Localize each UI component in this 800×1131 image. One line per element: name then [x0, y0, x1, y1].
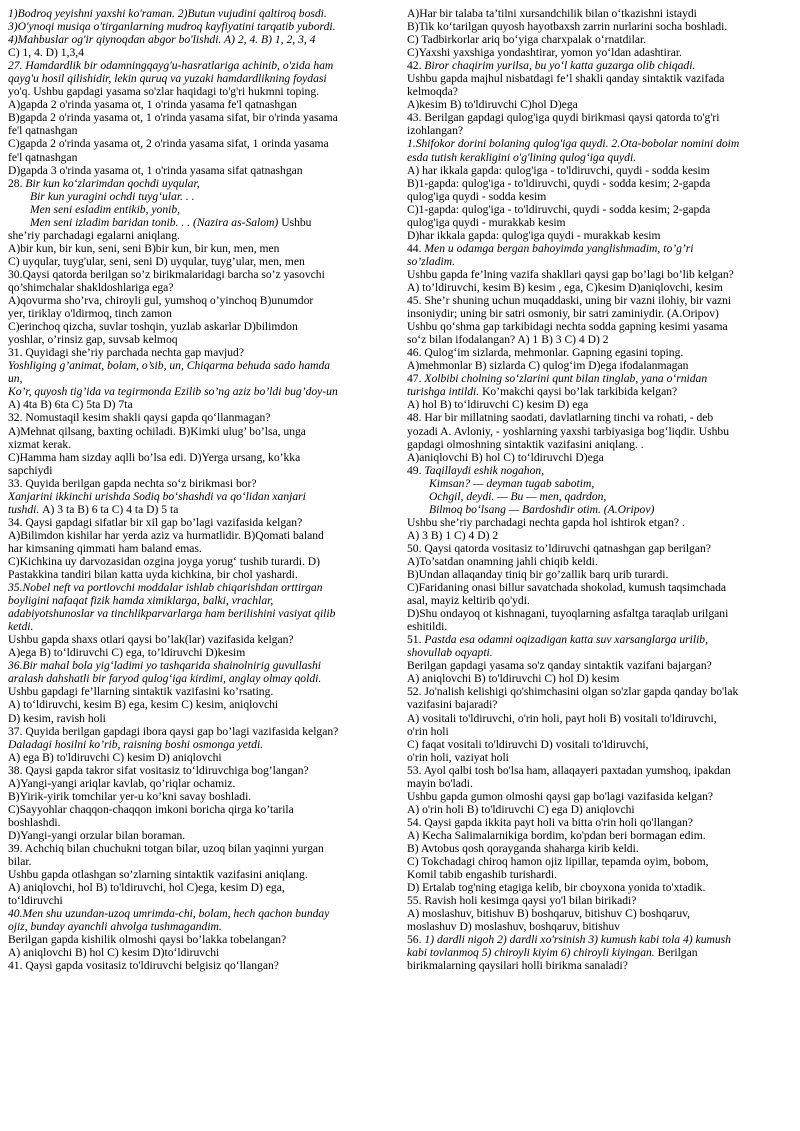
text-line: Xanjarini ikkinchi urishda Sodiq bo‘shashdi va qo‘lidan xanjari: [8, 489, 306, 503]
text-line: fe'l qatnashgan: [8, 150, 78, 164]
text-line: C)Kichkina uy darvozasidan ozgina joyga yorug‘ tushib turardi. D): [8, 554, 320, 568]
text-line: B)Undan allaqanday tiniq bir go’zallik barq urib turardi.: [407, 568, 669, 582]
text-line: C) faqat vositali to'ldiruvchi D) vositali to'ldiruvchi,: [407, 737, 649, 751]
text-line: Bilmoq bo‘lsang — Bardoshdir otim. (A.Oripov): [429, 502, 655, 516]
text-line: A)gapda 2 o'rinda yasama ot, 1 o'rinda yasama fe'l qatnashgan: [8, 98, 297, 112]
text-line: 27. Hamdardlik bir odamningqayg'u-hasratlariga achinib, o'zida ham: [8, 59, 334, 73]
text-line: boshlashdi.: [8, 815, 61, 829]
text-line: 54. Qaysi gapda ikkita payt holi va bitta o'rin holi qo'llangan?: [407, 815, 693, 829]
text-line: bilar.: [8, 855, 32, 869]
text-line: 36.Bir mahal bola yig‘ladimi yo tashqarida shainolnirig guvullashi: [8, 659, 322, 673]
text-line: qulog'iga quydi - murakkab kesim: [407, 215, 566, 229]
text-line: Berilgan gapdagi yasama so'z qanday sintaktik vazifani bajargan?: [407, 659, 712, 673]
text-line: o'rin holi: [407, 724, 449, 738]
text-line: 31. Quyidagi she’riy parchada nechta gap mavjud?: [8, 346, 244, 360]
text-line: A) aniqlovchi B) hol C) kesim D)to‘ldiruvchi: [8, 946, 220, 960]
text-line: o'rin holi, vaziyat holi: [407, 750, 509, 764]
text-line: C)Yaxshi yaxshiga yondashtirar, yomon yo‘ldan adashtirar.: [407, 46, 682, 60]
text-line: ketdi.: [8, 620, 34, 634]
left-column: [8, 7, 384, 972]
text-line: aralash dahshatli bir faryod qulog‘iga kirdimi, anglay olmay qoldi.: [8, 672, 322, 686]
text-line: 38. Qaysi gapda takror sifat vositasiz to‘ldiruvchiga bog’langan?: [8, 763, 309, 777]
text-line: boyligini nafaqat fizik hamda ximiklarga, balki, vrachlar,: [8, 594, 274, 608]
text-line: 48. Har bir millatning saodati, davlatlarning tinchi va rohati, - deb: [407, 411, 714, 425]
text-line: yoshlar, o’rinsiz gap, suvsab kelmoq: [8, 333, 178, 347]
text-line: har kimsaning qimmati ham baland emas.: [8, 541, 202, 555]
text-line: Pastakkina tandiri bilan katta uyda kichkina, bir chol yashardi.: [8, 568, 298, 582]
text-line: A) aniqlovchi, hol B) to'ldiruvchi, hol C)ega, kesim D) ega,: [8, 881, 285, 895]
text-line: 46. Qulog‘im sizlarda, mehmonlar. Gapning egasini toping.: [407, 346, 684, 360]
text-line: A) 4ta B) 6ta C) 5ta D) 7ta: [8, 398, 133, 412]
text-line: Yoshliging g’animat, bolam, o’sib, un, Chiqarma behuda sado hamda: [8, 359, 331, 373]
text-line: yozadi A. Avloniy, - yoshlarning yaxshi tarbiyasiga bog‘liqdir. Ushbu: [407, 424, 730, 438]
text-line: 32. Nomustaqil kesim shakli qaysi gapda qo‘llanmagan?: [8, 411, 271, 425]
text-line: A)Bilimdon kishilar har yerda aziz va hurmatlidir. B)Qomati baland: [8, 528, 324, 542]
text-line: sapchiydi: [8, 463, 53, 477]
text-line: tushdi. A) 3 ta B) 6 ta C) 4 ta D) 5 ta: [8, 502, 179, 516]
text-line: shovullab oqyapti.: [407, 646, 493, 660]
text-line: Ushbu she’riy parchadagi nechta gapda hol ishtirok etgan? .: [407, 515, 685, 529]
text-line: asal, mayiz keltirib qo'ydi.: [407, 594, 530, 608]
text-line: A) vositali to'ldiruvchi, o'rin holi, payt holi B) vositali to'ldiruvchi,: [407, 711, 717, 725]
text-line: C)gapda 2 o'rinda yasama ot, 2 o'rinda yasama sifat, 1 orinda yasama: [8, 137, 329, 151]
text-line: qulog'iga quydi - sodda kesim: [407, 189, 547, 203]
text-line: so’zladim.: [407, 254, 455, 268]
text-line: D) Ertalab tog'ning etagiga kelib, bir cboyxona yonida to'xtadik.: [407, 881, 706, 895]
text-line: kelmoqda?: [407, 85, 458, 99]
text-line: Kimsan? — deyman tugab sabotim,: [429, 476, 595, 490]
text-line: 53. Ayol qalbi tosh bo'lsa ham, allaqayeri paxtadan yumshoq, ipakdan: [407, 763, 731, 777]
text-line: C) Tadbirkorlar ariq bo‘yiga charxpalak o‘rnatdilar.: [407, 33, 647, 47]
text-line: 51. Pastda esa odamni oqizadigan katta suv xarsanglarga urilib,: [407, 633, 709, 647]
text-line: Ushbu gapda fe’lning vazifa shakllari qaysi gap bo’lagi bo’lib kelgan?: [407, 267, 734, 281]
text-line: A) to’ldiruvchi, kesim B) kesim , ega, C)kesim D)aniqlovchi, kesim: [407, 280, 723, 294]
text-line: Komil tabib engashib turishardi.: [407, 868, 558, 882]
text-line: A) 3 B) 1 C) 4 D) 2: [407, 528, 499, 542]
text-line: 39. Achchiq bilan chuchukni totgan bilar, uzoq bilan yaqinni yurgan: [8, 842, 324, 855]
text-line: 28. Bir kun ko‘zlarimdan qochdi uyqular,: [8, 176, 200, 190]
text-line: insoniydir; uning bir satri osmoniy, bir satri zaminiydir. (A.Oripov): [407, 307, 719, 321]
text-line: Men seni izladim baridan tonib. . . (Nazira as-Salom) Ushbu: [30, 215, 312, 229]
text-line: 50. Qaysi qatorda vositasiz to’ldiruvchi qatnashgan gap berilgan?: [407, 541, 711, 555]
text-line: A)Har bir talaba ta’tilni xursandchilik bilan o‘tkazishni istaydi: [407, 7, 697, 20]
text-line: gapdagi olmoshning sintaktik vazifasini aniqlang. .: [407, 437, 644, 451]
text-line: Men seni esladim entikib, yonib,: [30, 202, 181, 216]
text-line: A) har ikkala gapda: qulog'iga - to'ldiruvchi, quydi - sodda kesim: [407, 163, 710, 177]
text-line: 43. Berilgan gapdagi qulog'iga quydi birikmasi qaysi qatorda to'g'ri: [407, 111, 720, 125]
text-line: A)ega B) to‘ldiruvchi C) ega, to’ldiruvchi D)kesim: [8, 646, 246, 660]
text-line: A)aniqlovchi B) hol C) to‘ldiruvchi D)ega: [407, 450, 604, 464]
text-line: A) o'rin holi B) to'ldiruvchi C) ega D) aniqlovchi: [407, 802, 635, 816]
text-line: Ochgil, deydi. — Bu — men, qadrdon,: [429, 489, 607, 503]
text-line: Ushbu gapda majhul nisbatdagi fe’l shakli qanday sintaktik vazifada: [407, 72, 725, 86]
text-line: Ushbu gapdagi fe’llarning sintaktik vazifasini ko’rsating.: [8, 685, 274, 699]
text-line: 44. Men u odamga bergan bahoyimda yanglishmadim, to’g’ri: [407, 241, 694, 255]
text-line: D)Yangi-yangi orzular bilan boraman.: [8, 828, 186, 842]
text-line: esda tutish kerakligini o'g'lining qulog‘iga quydi.: [407, 150, 637, 164]
text-line: B) Avtobus qosh qorayganda shaharga kirib keldi.: [407, 842, 639, 855]
text-line: Bir kun yuragini ochdi tuyg‘ular. . .: [30, 189, 195, 203]
text-line: un,: [8, 372, 23, 386]
text-line: C)Sayyohlar chaqqon-chaqqon imkoni boricha qirga ko’tarila: [8, 802, 294, 816]
text-line: D)har ikkala gapda: qulog'iga quydi - murakkab kesim: [407, 228, 661, 242]
text-line: yer, tiriklay o'ldirmoq, tinch zamon: [8, 307, 172, 321]
text-line: A)kesim B) to'ldiruvchi C)hol D)ega: [407, 98, 578, 112]
text-line: C) uyqular, tuyg'ular, seni, seni D) uyqular, tuyg’ular, men, men: [8, 254, 305, 268]
text-line: 1)Bodroq yeyishni yaxshi ko'raman. 2)Butun vujudini qaltiroq bosdi.: [8, 7, 327, 20]
text-line: B)Tik ko‘tarilgan quyosh hayotbaxsh zarrin nurlarini socha boshladi.: [407, 20, 728, 34]
text-line: 45. She’r shuning uchun muqaddaski, uning bir vazni ilohiy, bir vazni: [407, 294, 732, 308]
text-line: izohlangan?: [407, 124, 464, 138]
text-line: Ushbu gapda gumon olmoshi qaysi gap bo'lagi vazifasida kelgan?: [407, 789, 714, 803]
text-line: C)Faridaning onasi billur savatchada shokolad, kumush taqsimchada: [407, 581, 727, 595]
text-line: 52. Jo'nalish kelishigi qo'shimchasini olgan so'zlar gapda qanday bo'lak: [407, 685, 739, 699]
text-line: A) to‘ldiruvchi, kesim B) ega, kesim C) kesim, aniqlovchi: [8, 698, 279, 712]
text-line: A)To’satdan onamning jahli chiqib keldi.: [407, 554, 598, 568]
text-line: 4)Mahbuslar og'ir qiynoqdan abgor bo'lishdi. A) 2, 4. B) 1, 2, 3, 4: [8, 33, 316, 47]
text-line: A)Mehnat qilsang, baxting ochiladi. B)Kimki ulug’ bo’lsa, unga: [8, 424, 306, 438]
text-line: 30.Qaysi qatorda berilgan so’z birikmalaridagi barcha so’z yasovchi: [8, 267, 325, 281]
text-line: 35.Nobel neft va portlovchi moddalar ishlab chiqarishdan orttirgan: [8, 581, 323, 595]
text-line: A)qovurma sho’rva, chiroyli gul, yumshoq o’yinchoq B)unumdor: [8, 294, 314, 308]
text-line: 42. Biror chaqirim yurilsa, bu yo‘l katta guzarga olib chiqadi.: [407, 59, 696, 73]
text-line: Berilgan gapda kishilik olmoshi qaysi bo’lakka tobelangan?: [8, 933, 287, 947]
text-line: 49. Taqillaydi eshik nogahon,: [407, 463, 545, 477]
text-line: eshitildi.: [407, 620, 448, 634]
text-line: turishga intildi. Ko’makchi qaysi bo’lak tarkibida kelgan?: [407, 385, 678, 399]
text-line: birikmalarning qaysilari holli birikma sanaladi?: [407, 959, 628, 973]
text-line: 37. Quyida berilgan gapdagi ibora qaysi gap bo’lagi vazifasida kelgan?: [8, 724, 339, 738]
text-line: mayin bo'ladi.: [407, 776, 473, 790]
text-line: qayg'u hosil qilishidir, lekin quruq va yuzaki hamdardlikning foydasi: [8, 72, 327, 86]
right-column: [407, 7, 793, 972]
text-line: 40.Men shu uzundan-uzoq umrimda-chi, bolam, hech qachon bunday: [8, 907, 330, 921]
text-line: Ushbu gapda shaxs otlari qaysi bo’lak(lar) vazifasida kelgan?: [8, 633, 294, 647]
text-line: D)gapda 3 o'rinda yasama ot, 1 o'rinda yasama sifat qatnashgan: [8, 163, 303, 177]
text-line: ojiz, bunday ayanchli ahvolga tushmagandim.: [8, 920, 222, 934]
text-line: C)1-gapda: qulog'iga - to'ldiruvchi, quydi - sodda kesim; 2-gapda: [407, 202, 711, 216]
text-line: Ko’r, quyosh tig’ida va tegirmonda Ezilib so’ng aziz bo’ldi bug’doy-un: [8, 385, 338, 399]
text-line: A)Yangi-yangi ariqlar kavlab, qo’riqlar ochamiz.: [8, 776, 236, 790]
text-line: xizmat kerak.: [8, 437, 72, 451]
text-line: 34. Qaysi gapdagi sifatlar bir xil gap bo’lagi vazifasida kelgan?: [8, 515, 303, 529]
text-line: 1.Shifokor dorini bolaning qulog'iga quydi. 2.Ota-bobolar nomini doim: [407, 137, 740, 151]
text-line: A) aniqlovchi B) to'ldiruvchi C) hol D) kesim: [407, 672, 620, 686]
text-line: 41. Qaysi gapda vositasiz to'ldiruvchi belgisiz qo‘llangan?: [8, 959, 279, 973]
text-line: D) kesim, ravish holi: [8, 711, 106, 725]
text-line: A) moslashuv, bitishuv B) boshqaruv, bitishuv C) boshqaruv,: [407, 907, 691, 921]
text-line: she’riy parchadagi egalarni aniqlang.: [8, 228, 180, 242]
text-line: 56. 1) dardli nigoh 2) dardli xo'rsinish 3) kumush kabi tola 4) kumush: [407, 933, 731, 947]
text-line: Ushbu gapda otlashgan so’zlarning sintaktik vazifasini aniqlang.: [8, 868, 308, 882]
text-line: A) hol B) to‘ldiruvchi C) kesim D) ega: [407, 398, 589, 412]
text-line: 47. Xolbibi cholning so‘zlarini qunt bilan tinglab, yana o‘rnidan: [407, 372, 708, 386]
text-line: B)Yirik-yirik tomchilar yer-u ko’kni savay boshladi.: [8, 789, 252, 803]
text-line: C)erinchoq qizcha, suvlar toshqin, yuzlab askarlar D)bilimdon: [8, 320, 298, 334]
text-line: 55. Ravish holi kesimga qaysi yo'l bilan birikadi?: [407, 894, 637, 908]
text-line: moslashuv D) moslashuv, boshqaruv, bitishuv: [407, 920, 620, 934]
text-line: vazifasini bajaradi?: [407, 698, 498, 712]
text-line: A)bir kun, bir kun, seni, seni B)bir kun, bir kun, men, men: [8, 241, 280, 255]
text-line: Ushbu qo‘shma gap tarkibidagi nechta sodda gapning kesimi yasama: [407, 320, 728, 334]
text-line: A) ega B) to'ldiruvchi C) kesim D) aniqlovchi: [8, 750, 222, 764]
text-line: qo’shimchalar shakldoshlariga ega?: [8, 280, 174, 294]
text-line: adabiyotshunoslar va tinchlikparvarlarga ham berilishini vasiyat qilib: [8, 607, 336, 621]
text-line: D)Shu ondayoq ot kishnagani, tuyoqlarning asfaltga taraqlab urilgani: [407, 607, 729, 621]
text-line: C) Tokchadagi chiroq hamon ojiz lipillar, tepamda oyim, bobom,: [407, 855, 709, 869]
text-line: yo'q. Ushbu gapdagi yasama so'zlar haqidagi to'g'ri hukmni toping.: [8, 85, 320, 99]
text-line: to‘ldiruvchi: [8, 894, 63, 908]
text-line: B)gapda 2 o'rinda yasama ot, 1 o'rinda yasama sifat, bir o'rinda yasama: [8, 111, 338, 125]
text-line: so‘z bilan ifodalangan? A) 1 B) 3 C) 4 D) 2: [407, 333, 609, 347]
text-line: C)Hamma ham sizday aqlli bo’lsa edi. D)Yerga ursang, ko’kka: [8, 450, 301, 464]
text-line: A)mehmonlar B) sizlarda C) qulog‘im D)ega ifodalanmagan: [407, 359, 689, 373]
text-line: fe'l qatnashgan: [8, 124, 78, 138]
text-line: 3)O'ynoqi musiqa o'tirganlarning mudroq kayfiyatini tarqatib yubordi.: [8, 20, 336, 34]
text-line: Daladagi hosilni ko’rib, raisning boshi osmonga yetdi.: [8, 737, 264, 751]
text-line: C) 1, 4. D) 1,3,4: [8, 46, 84, 60]
text-line: kabi tovlanmoq 5) chiroyli kiyim 6) chiroyli kiyingan. Berilgan: [407, 946, 698, 960]
text-line: B)1-gapda: qulog'iga - to'ldiruvchi, quydi - sodda kesim; 2-gapda: [407, 176, 711, 190]
text-line: 33. Quyida berilgan gapda nechta so‘z birikmasi bor?: [8, 476, 257, 490]
text-line: A) Kecha Salimalarnikiga bordim, ko'pdan beri bormagan edim.: [407, 828, 706, 842]
